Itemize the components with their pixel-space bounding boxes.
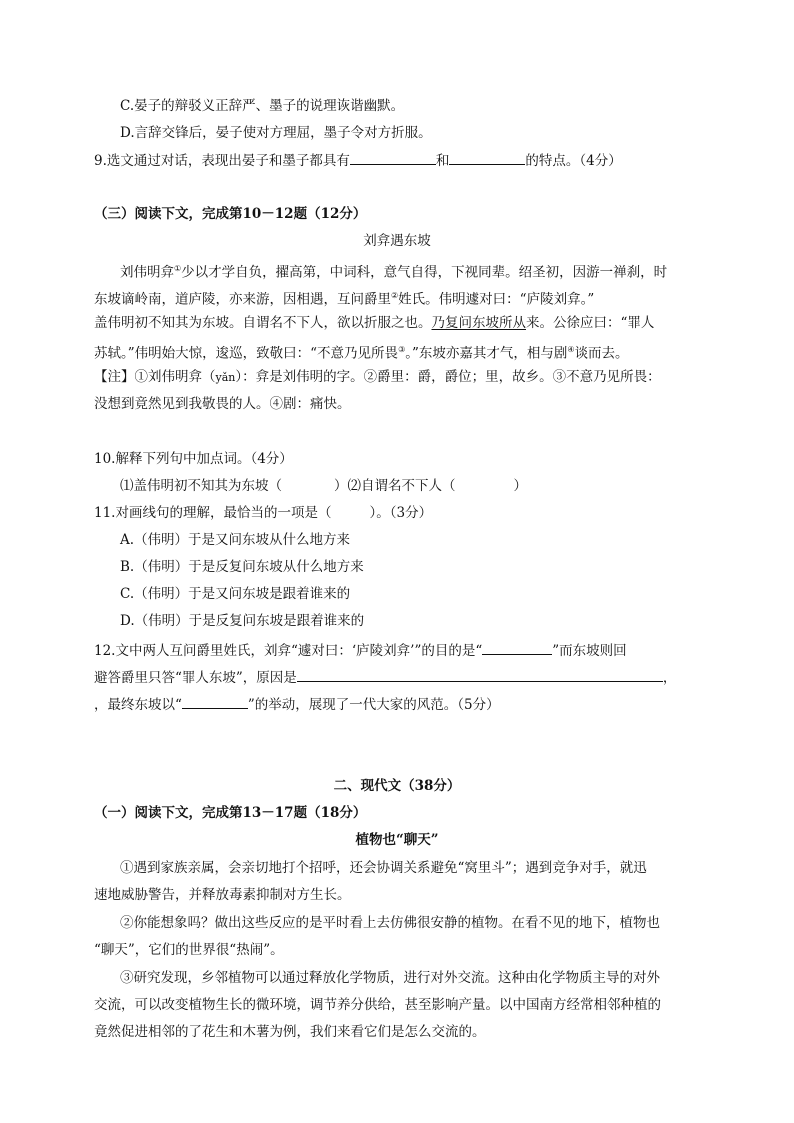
underlined-sentence: 乃复问东坡所从 <box>431 315 526 331</box>
text: 谈而去。 <box>574 345 629 362</box>
question-12-line-2 <box>94 667 676 688</box>
part-2-heading: 二、现代文（38分） <box>333 778 461 794</box>
q11-option-d[interactable]: D.（伟明）于是反复问东坡是跟着谁来的 <box>120 613 365 629</box>
footnote-marker-1: ① <box>174 264 182 273</box>
text: 盖伟明初不知其为东坡。自谓名不下人，欲以折服之也。 <box>94 315 432 331</box>
article-para-1-line-1: ①遇到家族亲属，会亲切地打个招呼，还会协调关系避免“窝里斗”；遇到竞争对手，就迅 <box>120 860 647 876</box>
text: 苏轼。”伟明始大惊，逡巡，致敬曰：“不意乃见所畏 <box>94 345 399 362</box>
q9-blank-2[interactable] <box>449 150 525 165</box>
text: 避答爵里只答“罪人东坡”，原因是 <box>94 670 297 686</box>
text: 12.文中两人互问爵里姓氏，刘弇“遽对曰：‘庐陵刘弇’”的目的是“ <box>94 643 483 659</box>
q9-suffix: 的特点。（4分） <box>525 153 622 169</box>
article-para-3-line-2: 交流，可以改变植物生长的微环境，调节养分供给，甚至影响产量。以中国南方经常相邻种植的 <box>94 997 661 1013</box>
article-para-1-line-2: 速地威胁警告，并释放毒素抑制对方生长。 <box>94 887 351 903</box>
text: 少以才学自负，擢高第，中词科，意气自得，下视同辈。绍圣初，因游一禅刹，时 <box>181 264 668 281</box>
q10-items <box>120 476 527 496</box>
text: 11.对画线句的理解，最恰当的一项是（ <box>94 505 332 521</box>
q9-mid: 和 <box>435 153 450 169</box>
text: 。”东坡亦嘉其才气，相与剧 <box>405 345 568 362</box>
q11-option-c[interactable]: C.（伟明）于是又问东坡是跟着谁来的 <box>120 586 351 602</box>
text: 【注】①刘伟明弇（ <box>94 369 216 385</box>
text: ） <box>513 478 527 494</box>
q11-option-b[interactable]: B.（伟明）于是反复问东坡从什么地方来 <box>120 559 364 575</box>
article-para-2-line-1: ②你能想象吗？做出这些反应的是平时看上去仿佛很安静的植物。在看不见的地下，植物也 <box>120 915 660 931</box>
q12-blank-1[interactable] <box>482 640 552 655</box>
text: 姓氏。伟明遽对曰：“庐陵刘弇。” <box>398 291 595 308</box>
text: ，最终东坡以“ <box>94 697 182 713</box>
text: ）：弇是刘伟明的字。②爵里：爵，爵位；里，故乡。③不意乃见所畏： <box>235 369 661 385</box>
pinyin: yǎn <box>215 371 236 384</box>
text: ） <box>334 478 348 494</box>
text: ， <box>662 670 677 686</box>
q9-blank-1[interactable] <box>350 150 436 165</box>
q10-item-2: ⑵自谓名不下人（ <box>347 478 456 494</box>
q10-item-1: ⑴盖伟明初不知其为东坡（ <box>120 478 282 494</box>
question-11 <box>94 503 432 523</box>
passage-line-2 <box>94 286 594 310</box>
question-12-line-1 <box>94 640 627 661</box>
passage-line-3 <box>94 313 654 333</box>
q12-blank-3[interactable] <box>182 694 248 709</box>
question-10: 10.解释下列句中加点词。（4分） <box>94 451 293 467</box>
footnote-marker-3: ③ <box>398 345 406 354</box>
passage-line-4 <box>94 340 629 364</box>
text: ”而东坡则回 <box>552 643 627 659</box>
article-para-3-line-3: 竟然促进相邻的了花生和木薯为例，我们来看它们是怎么交流的。 <box>94 1024 486 1040</box>
footnote-marker-4: ④ <box>567 345 575 354</box>
text: 东坡谪岭南，道庐陵，亦来游，因相遇，互问爵里 <box>94 291 391 308</box>
q9-prefix: 9.选文通过对话，表现出晏子和墨子都具有 <box>94 153 350 169</box>
question-12-line-3 <box>94 694 500 715</box>
passage-line-1 <box>120 259 667 283</box>
question-9 <box>94 150 622 171</box>
text: ”的举动，展现了一代大家的风范。（5分） <box>247 697 500 713</box>
section-3-heading: （三）阅读下文，完成第10－12题（12分） <box>94 206 367 222</box>
q11-option-a[interactable]: A.（伟明）于是又问东坡从什么地方来 <box>120 532 351 548</box>
passage-note-line-2: 没想到竟然见到我敬畏的人。④剧：痛快。 <box>94 396 351 412</box>
q8-option-d: D.言辞交锋后，晏子使对方理屈，墨子令对方折服。 <box>120 125 432 141</box>
footnote-marker-2: ② <box>391 291 399 300</box>
passage-note-line-1 <box>94 367 661 388</box>
article-title: 植物也“聊天” <box>355 832 439 848</box>
text: ）。（3分） <box>369 505 433 521</box>
part-2-sub-heading: （一）阅读下文，完成第13－17题（18分） <box>94 805 367 821</box>
q8-option-c: C.晏子的辩驳义正辞严、墨子的说理诙谐幽默。 <box>120 98 405 114</box>
passage-title: 刘弇遇东坡 <box>363 233 431 249</box>
text: 来。公徐应曰：“罪人 <box>526 315 655 331</box>
article-para-2-line-2: “聊天”，它们的世界很“热闹”。 <box>94 942 284 958</box>
text: 刘伟明弇 <box>120 264 174 281</box>
q12-blank-2[interactable] <box>297 667 663 682</box>
article-para-3-line-1: ③研究发现，乡邻植物可以通过释放化学物质，进行对外交流。这种由化学物质主导的对外 <box>120 970 660 986</box>
